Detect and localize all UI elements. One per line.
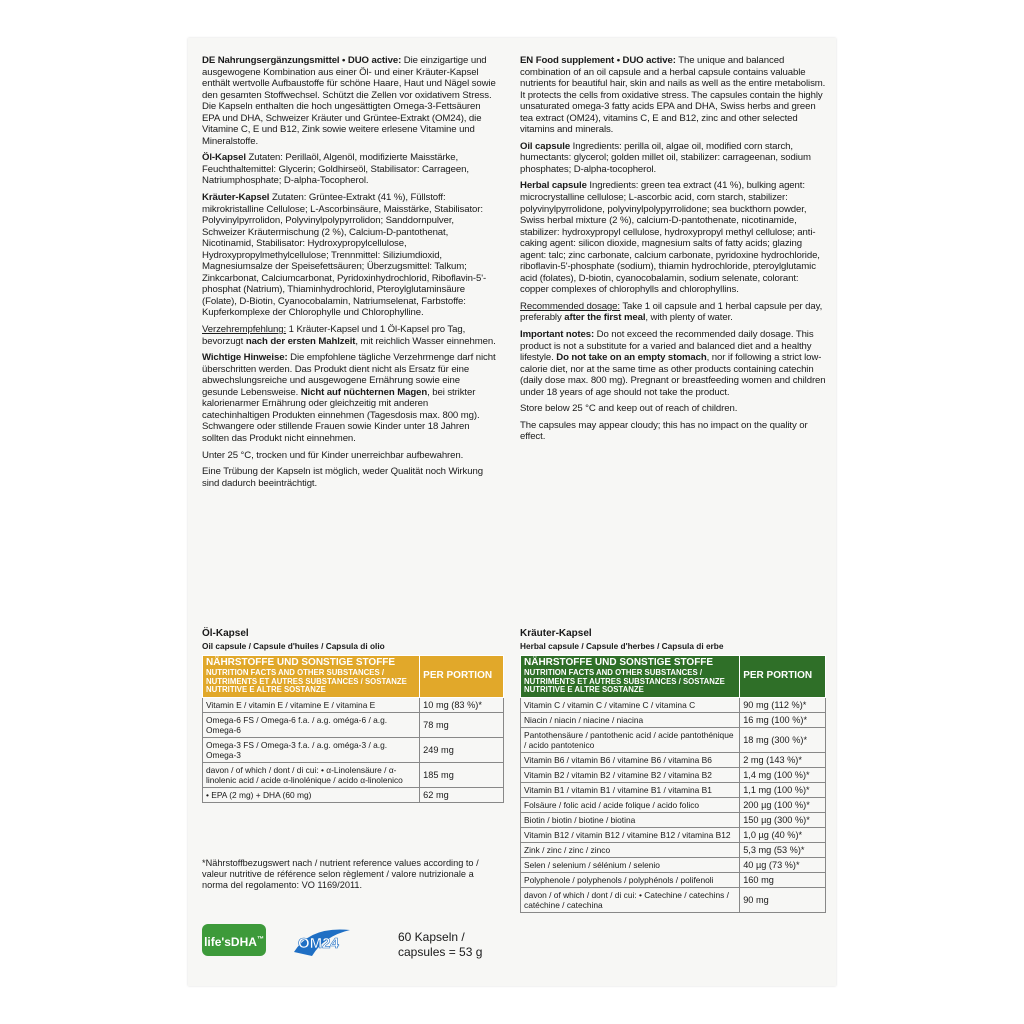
de-oil-lead: Öl-Kapsel bbox=[202, 152, 246, 164]
oil-table-row bbox=[203, 762, 504, 787]
de-dose-bold: nach der ersten Mahlzeit bbox=[245, 335, 356, 347]
oil-nutrient-name: Vitamin E / vitamin E / vitamine E / vitamina E bbox=[203, 697, 420, 712]
de-herb-lead: Kräuter-Kapsel bbox=[202, 192, 270, 204]
herb-nutrient-value: 1,0 µg (40 %)* bbox=[740, 827, 826, 842]
herb-nutrient-name: Niacin / niacin / niacine / niacina bbox=[521, 712, 740, 727]
herb-nutrient-name: Zink / zinc / zinc / zinco bbox=[521, 842, 740, 857]
herb-nutrient-name: Pantothensäure / pantothenic acid / acide pantothénique / acido pantotenico bbox=[521, 727, 740, 752]
herb-header-main: NÄHRSTOFFE UND SONSTIGE STOFFE bbox=[524, 657, 714, 668]
herb-nutrient-value: 1,1 mg (100 %)* bbox=[740, 782, 826, 797]
herb-nutrient-name: Vitamin B1 / vitamin B1 / vitamine B1 / vitamina B1 bbox=[521, 782, 740, 797]
oil-nutrient-name: • EPA (2 mg) + DHA (60 mg) bbox=[203, 787, 420, 802]
en-cloudy: The capsules may appear cloudy; this has no impact on the quality or effect. bbox=[520, 419, 808, 443]
reference-footnote: *Nährstoffbezugswert nach / nutrient reference values according to / valeur nutritive de référence selon règlement / valore nutrizionale a norma del regolamento: VO 1169/2011. bbox=[202, 858, 479, 891]
de-oil-body: Zutaten: Perillaöl, Algenöl, modifizierte Maisstärke, Feuchthaltemittel: Glycerin; Goldhirseöl, Stabilisator: Carrageen, Natriumphosphate; D-alpha-Tocopherol. bbox=[202, 152, 469, 187]
herb-table-title: Kräuter-Kapsel bbox=[520, 628, 592, 639]
herb-header-portion: PER PORTION bbox=[740, 656, 826, 698]
oil-nutrient-value: 249 mg bbox=[420, 737, 504, 762]
oil-header-main: NÄHRSTOFFE UND SONSTIGE STOFFE bbox=[206, 657, 396, 668]
herb-header-sub: NUTRITION FACTS AND OTHER SUBSTANCES / NUTRIMENTS ET AUTRES SUBSTANCES / SOSTANZE NUTRITIVE E ALTRE SOSTANZE bbox=[524, 668, 725, 695]
oil-nutrient-name: Omega-6 FS / Omega-6 f.a. / a.g. oméga-6 / a.g. Omega-6 bbox=[203, 712, 420, 737]
oil-table-row bbox=[203, 712, 504, 737]
de-storage: Unter 25 °C, trocken und für Kinder unerreichbar aufbewahren. bbox=[202, 449, 464, 461]
quantity-line2: capsules = 53 g bbox=[398, 945, 483, 959]
en-herb-ingredients bbox=[520, 180, 826, 295]
capsule-quantity bbox=[398, 930, 482, 960]
herb-nutrient-value: 40 µg (73 %)* bbox=[740, 857, 826, 872]
oil-header-portion: PER PORTION bbox=[420, 656, 504, 698]
de-notes-bold: Nicht auf nüchternen Magen bbox=[300, 386, 428, 398]
herb-nutrient-value: 1,4 mg (100 %)* bbox=[740, 767, 826, 782]
de-notes-lead: Wichtige Hinweise: bbox=[202, 352, 288, 364]
dha-logo-tm: ™ bbox=[256, 936, 264, 943]
de-dose-lead: Verzehrempfehlung: bbox=[202, 324, 287, 336]
en-storage: Store below 25 °C and keep out of reach of children. bbox=[520, 403, 738, 415]
herb-table-row bbox=[521, 697, 826, 712]
oil-nutrition-table bbox=[202, 655, 504, 803]
herb-table-row bbox=[521, 752, 826, 767]
en-intro bbox=[520, 55, 826, 136]
om24-text: OM24 bbox=[298, 935, 339, 952]
herb-table-row bbox=[521, 712, 826, 727]
herb-table-row bbox=[521, 812, 826, 827]
herb-nutrient-name: Vitamin B12 / vitamin B12 / vitamine B12 / vitamina B12 bbox=[521, 827, 740, 842]
herb-table-row bbox=[521, 782, 826, 797]
en-notes-body2: , nor if following a strict low-calorie diet, nor at the same time as other products containing catechin (daily dose max. 800 mg). Pregnant or breastfeeding women and children under 18 years of age should not take the product. bbox=[520, 352, 826, 398]
en-intro-body: The unique and balanced combination of an oil capsule and a herbal capsule contains valuable nutrients for beautiful hair, skin and nails as well as the entire metabolism. It protects the cells from oxidative stress. The capsules contain the highly unsaturated omega-3 fatty acids EPA and DHA, Swiss herbs and green tea extract (OM24), vitamins C, E and B12, zinc and other selected vitamins and minerals. bbox=[520, 55, 826, 136]
herb-nutrient-value: 90 mg (112 %)* bbox=[740, 697, 826, 712]
oil-table-row bbox=[203, 697, 504, 712]
herb-nutrient-name: Polyphenole / polyphenols / polyphénols / polifenoli bbox=[521, 872, 740, 887]
herb-nutrient-value: 160 mg bbox=[740, 872, 826, 887]
oil-header-substances bbox=[203, 656, 420, 698]
herb-nutrient-value: 5,3 mg (53 %)* bbox=[740, 842, 826, 857]
de-dose-body2: , mit reichlich Wasser einnehmen. bbox=[355, 335, 496, 347]
herb-nutrient-value: 2 mg (143 %)* bbox=[740, 752, 826, 767]
herb-nutrient-name: Folsäure / folic acid / acide folique / acido folico bbox=[521, 797, 740, 812]
en-oil-body: Ingredients: perilla oil, algae oil, modified corn starch, humectants: glycerol; golden millet oil, stabilizer: carrageenan, sodium phosphates; D-alpha-tocopherol. bbox=[520, 140, 811, 175]
herb-nutrition-table bbox=[520, 655, 826, 913]
en-dosage bbox=[520, 301, 826, 324]
de-intro-lead: DE Nahrungsergänzungsmittel • DUO active: bbox=[202, 55, 402, 66]
lifes-dha-logo bbox=[202, 924, 266, 956]
de-notes bbox=[202, 352, 496, 444]
de-intro-body: Die einzigartige und ausgewogene Kombination aus einer Öl- und einer Kräuter-Kapsel enthält wertvolle Aufbaustoffe für schöne Haare, Haut und Nägel sowie den gesamten Stoffwechsel. Schützt die Zellen vor oxidativem Stress. Die Kapseln enthalten die hoch ungesättigten Omega-3-Fettsäuren EPA und DHA, Schweizer Kräuter und Grüntee-Extrakt (OM24), die Vitamine C, E und B12, Zink sowie weitere erlesene Vitamine und Mineralstoffe. bbox=[202, 55, 496, 147]
en-notes bbox=[520, 329, 826, 398]
herb-table-subtitle: Herbal capsule / Capsule d'herbes / Capsula di erbe bbox=[520, 641, 724, 651]
herb-table-heading bbox=[520, 628, 723, 652]
de-notes-body2: , bei strikter kalorienarmer Ernährung oder gleichzeitig mit anderen catechinhaltigen Produkten einnehmen (Tagesdosis max. 800 mg). Schwangere oder stillende Frauen sowie Kinder unter 18 Jahren sollten das Produkt nicht einnehmen. bbox=[202, 386, 480, 444]
herb-nutrient-name: Vitamin B6 / vitamin B6 / vitamine B6 / vitamina B6 bbox=[521, 752, 740, 767]
german-text-column bbox=[202, 55, 496, 494]
quantity-line1: 60 Kapseln / bbox=[398, 930, 465, 944]
en-herb-body: Ingredients: green tea extract (41 %), bulking agent: microcrystalline cellulose; L-ascorbic acid, corn starch, stabilizer: polyvinylpyrrolidone, polyvinylpolypyrrolidone; sea buckthorn powder, Swiss herbal mixture (2 %), calcium-D-pantothenate, nicotinamide, stabilizer: hydroxypropyl cellulose, hydroxypropyl methyl cellulose; anti-caking agent: silicon dioxide, magnesium salts of fatty acids; glazing agent: talc; zinc carbonate, calcium carbonate, pyridoxine hydrochloride, riboflavin-5'-phosphate (sodium), thiamin hydrochloride, pteroylglutamic acid (folates), D-biotin, cyanocobalamin, sodium selenate, colorant: copper complexes of chlorophylls and chlorophyllins. bbox=[520, 180, 820, 296]
herb-nutrient-name: Vitamin B2 / vitamin B2 / vitamine B2 / vitamina B2 bbox=[521, 767, 740, 782]
herb-table-header-row bbox=[521, 656, 826, 698]
oil-table-heading bbox=[202, 628, 385, 652]
herb-header-substances bbox=[521, 656, 740, 698]
de-herb-body: Zutaten: Grüntee-Extrakt (41 %), Füllstoff: mikrokristalline Cellulose; L-Ascorbinsäure, Maisstärke, Stabilisator: Polyvinylpyrrolidon, Polyvinylpolypyrrolidon; Sanddornpulver, Schweizer Kräutermischung (2 %), Calcium-D-pantothenat, Nicotinamid, Stabilisator: Hydroxypropylcellulose, Hydroxypropylmethylcellulose; Trennmittel: Siliziumdioxid, Magnesiumsalze der Speisefettsäuren; Überzugsmittel: Talkum; Zinkcarbonat, Calciumcarbonat, Pyridoxinhydrochlorid, Riboflavin-5'-phosphat (Natrium), Thiaminhydrochlorid, Pteroylglutaminsäure (Folate), D-Biotin, Cyanocobalamin, Natriumselenat, Farbstoffe: Kupferkomplexe der Chlorophylle und Chlorophylline. bbox=[202, 192, 487, 319]
herb-table-row bbox=[521, 872, 826, 887]
om24-logo bbox=[290, 922, 354, 962]
en-oil-ingredients bbox=[520, 141, 826, 176]
herb-nutrient-name: Vitamin C / vitamin C / vitamine C / vitamina C bbox=[521, 697, 740, 712]
en-oil-lead: Oil capsule bbox=[520, 140, 571, 152]
dha-logo-text: life'sDHA bbox=[204, 935, 257, 949]
en-intro-lead: EN Food supplement • DUO active: bbox=[520, 55, 676, 66]
oil-nutrient-name: Omega-3 FS / Omega-3 f.a. / a.g. oméga-3 / a.g. Omega-3 bbox=[203, 737, 420, 762]
herb-nutrient-value: 18 mg (300 %)* bbox=[740, 727, 826, 752]
oil-table-row bbox=[203, 737, 504, 762]
oil-table-title: Öl-Kapsel bbox=[202, 628, 249, 639]
herb-nutrient-value: 16 mg (100 %)* bbox=[740, 712, 826, 727]
oil-nutrient-value: 62 mg bbox=[420, 787, 504, 802]
de-notes-body1: Die empfohlene tägliche Verzehrmenge darf nicht überschritten werden. Das Produkt dient nicht als Ersatz für eine abwechslungsreiche und ausgewogene Ernährung sowie eine gesunde Lebensweise. bbox=[202, 352, 496, 398]
herb-table-row bbox=[521, 727, 826, 752]
herb-table-row bbox=[521, 797, 826, 812]
herb-table-row bbox=[521, 767, 826, 782]
de-dosage bbox=[202, 324, 496, 347]
en-notes-lead: Important notes: bbox=[520, 329, 595, 341]
herb-nutrient-value: 150 µg (300 %)* bbox=[740, 812, 826, 827]
de-intro bbox=[202, 55, 496, 147]
herb-nutrient-name: Selen / selenium / sélénium / selenio bbox=[521, 857, 740, 872]
en-dose-body2: , with plenty of water. bbox=[645, 312, 733, 324]
de-cloudy: Eine Trübung der Kapseln ist möglich, weder Qualität noch Wirkung sind dadurch beeinträchtigt. bbox=[202, 466, 483, 489]
en-dose-bold: after the first meal bbox=[564, 312, 646, 324]
oil-nutrient-value: 10 mg (83 %)* bbox=[420, 697, 504, 712]
oil-nutrient-name: davon / of which / dont / di cui: • α-Linolensäure / α-linolenic acid / acide α-linolénique / acido α-linolenico bbox=[203, 762, 420, 787]
en-dose-lead: Recommended dosage: bbox=[520, 300, 620, 312]
herb-table-row bbox=[521, 857, 826, 872]
oil-table-row bbox=[203, 787, 504, 802]
herb-table-row bbox=[521, 842, 826, 857]
oil-table-header-row bbox=[203, 656, 504, 698]
herb-nutrient-value: 200 µg (100 %)* bbox=[740, 797, 826, 812]
en-herb-lead: Herbal capsule bbox=[520, 180, 587, 192]
oil-nutrient-value: 78 mg bbox=[420, 712, 504, 737]
english-text-column bbox=[520, 55, 826, 448]
en-notes-bold: Do not take on an empty stomach bbox=[556, 352, 707, 364]
de-herb-ingredients bbox=[202, 192, 496, 319]
oil-table-subtitle: Oil capsule / Capsule d'huiles / Capsula di olio bbox=[202, 641, 385, 651]
herb-nutrient-name: Biotin / biotin / biotine / biotina bbox=[521, 812, 740, 827]
de-dose-body1: 1 Kräuter-Kapsel und 1 Öl-Kapsel pro Tag, bevorzugt bbox=[202, 324, 466, 347]
de-oil-ingredients bbox=[202, 152, 496, 187]
herb-table-row bbox=[521, 887, 826, 912]
oil-nutrient-value: 185 mg bbox=[420, 762, 504, 787]
en-dose-body1: Take 1 oil capsule and 1 herbal capsule per day, preferably bbox=[520, 300, 823, 324]
herb-table-row bbox=[521, 827, 826, 842]
oil-header-sub: NUTRITION FACTS AND OTHER SUBSTANCES / NUTRIMENTS ET AUTRES SUBSTANCES / SOSTANZE NUTRITIVE E ALTRE SOSTANZE bbox=[206, 668, 407, 695]
herb-nutrient-value: 90 mg bbox=[740, 887, 826, 912]
herb-nutrient-name: davon / of which / dont / di cui: • Catechine / catechins / catéchine / catechina bbox=[521, 887, 740, 912]
en-notes-body1: Do not exceed the recommended daily dosage. This product is not a substitute for a varied and balanced diet and a healthy lifestyle. bbox=[520, 329, 814, 364]
